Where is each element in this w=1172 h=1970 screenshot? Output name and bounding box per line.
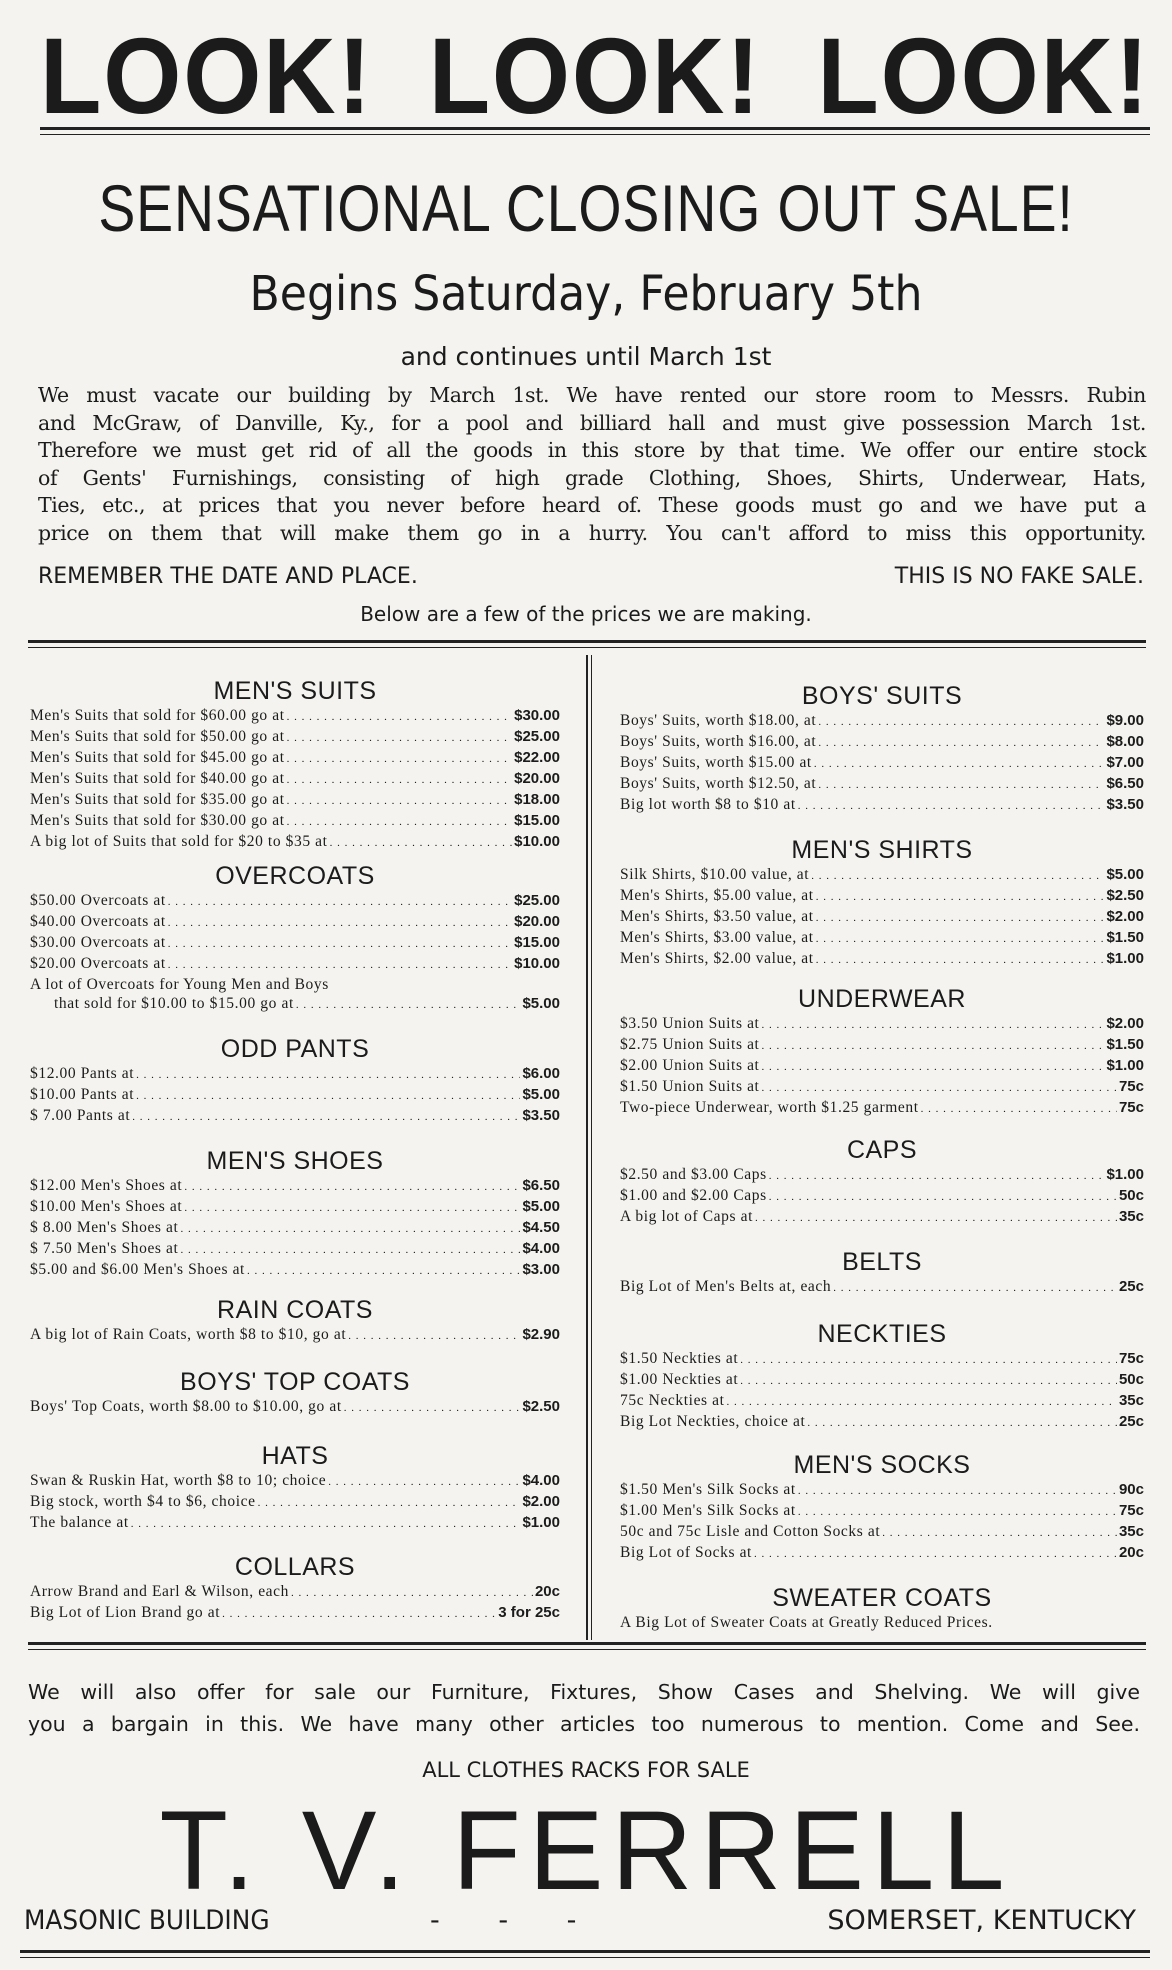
dot-leader [818,732,1104,753]
price-item [620,732,1144,753]
item-price: 25c [1118,1413,1144,1430]
dot-leader [168,933,512,954]
dot-leader [222,1603,496,1624]
item-price: $20.00 [514,770,560,787]
item-price: 35c [1118,1208,1144,1225]
price-item [620,949,1144,970]
price-item [30,1397,560,1418]
prices-top-rule [28,640,1146,648]
price-item [30,706,560,727]
item-label: $12.00 Men's Shoes at [30,1177,183,1194]
dot-leader [814,753,1105,774]
price-item [30,1176,560,1197]
price-item [30,1582,560,1603]
store-name: T. V. FERRELL [159,1788,1013,1913]
item-label: $ 7.00 Pants at [30,1107,131,1124]
column-divider [591,655,592,1640]
item-price: $6.00 [522,1065,560,1082]
dot-leader [761,1014,1104,1035]
section-title: BELTS [842,1248,922,1276]
item-label: The balance at [30,1514,129,1531]
intro-line: of Gents' Furnishings, consisting of high grade Clothing, Shoes, Shirts, Underwear, Hats, [38,465,1146,490]
dot-leader [761,1077,1117,1098]
dot-leader [168,891,512,912]
section-belts [620,1247,1144,1298]
section-caps [620,1135,1144,1228]
intro-line: and McGraw, of Danville, Ky., for a pool and billiard hall and must give possession March 1st. [38,410,1146,435]
item-label: $20.00 Overcoats at [30,955,166,972]
item-price: $20.00 [514,913,560,930]
section-title: SWEATER COATS [772,1584,992,1612]
price-item [620,1412,1144,1433]
dot-leader [287,811,512,832]
dot-leader [184,1197,520,1218]
dot-leader [755,1207,1117,1228]
item-price: $2.50 [1106,887,1144,904]
price-item [620,1165,1144,1186]
continues-date: and continues until March 1st [400,342,772,371]
section-rain-coats [30,1295,560,1346]
price-item [30,727,560,748]
price-item [620,1480,1144,1501]
item-price: $30.00 [514,707,560,724]
intro-paragraph [38,382,1146,548]
section-men-s-socks [620,1450,1144,1564]
item-label: Big lot worth $8 to $10 at [620,796,796,813]
dot-leader [816,949,1105,970]
separator-dashes: - - - [430,1905,577,1936]
item-label: $10.00 Pants at [30,1086,135,1103]
item-price: $7.00 [1106,754,1144,771]
section-sweater-coats [620,1583,1144,1632]
price-item [30,1106,560,1127]
section-title: ODD PANTS [220,1035,370,1063]
item-price: $10.00 [514,833,560,850]
item-label: Men's Suits that sold for $40.00 go at [30,770,285,787]
item-price: $5.00 [522,995,560,1012]
item-label: Boys' Suits, worth $12.50, at [620,775,817,792]
dot-leader [882,1522,1117,1543]
item-price: 75c [1118,1350,1144,1367]
item-price: 75c [1118,1099,1144,1116]
section-title: CAPS [846,1136,918,1164]
dot-leader [740,1370,1117,1391]
price-item [30,912,560,933]
price-item [620,1098,1144,1119]
item-price: 25c [1118,1278,1144,1295]
dot-leader [833,1277,1117,1298]
dot-leader [761,1056,1104,1077]
dot-leader [287,706,512,727]
price-item [620,1207,1144,1228]
item-label: Big Lot of Men's Belts at, each [620,1278,832,1295]
item-price: $3.50 [522,1107,560,1124]
item-label: $12.00 Pants at [30,1065,135,1082]
item-price: $5.00 [522,1086,560,1103]
price-item [30,1471,560,1492]
dot-leader [811,865,1104,886]
item-label: Big stock, worth $4 to $6, choice [30,1493,256,1510]
price-item [30,1085,560,1106]
item-label: Swan & Ruskin Hat, worth $8 to 10; choice [30,1472,327,1489]
item-price: $1.50 [1106,1036,1144,1053]
price-item [30,1064,560,1085]
item-price: $8.00 [1106,733,1144,750]
dot-leader [296,994,521,1015]
building-name: MASONIC BUILDING [24,1905,270,1936]
dot-leader [740,1349,1117,1370]
item-label: $40.00 Overcoats at [30,913,166,930]
section-odd-pants [30,1034,560,1127]
dot-leader [816,928,1105,949]
item-price: 75c [1118,1502,1144,1519]
dot-leader [287,790,512,811]
item-price: 75c [1118,1078,1144,1095]
section-title: UNDERWEAR [798,985,966,1013]
price-item [30,769,560,790]
headline: LOOK! LOOK! LOOK! [40,15,1151,136]
section-title: OVERCOATS [215,862,375,890]
dot-leader [816,907,1105,928]
section-title: MEN'S SHIRTS [791,836,973,864]
price-item [30,1603,560,1624]
price-item [620,907,1144,928]
subheadline: SENSATIONAL CLOSING OUT SALE! [98,171,1074,245]
item-price: $1.00 [1106,1057,1144,1074]
item-label: Men's Shirts, $5.00 value, at [620,887,814,904]
section-boys-top-coats [30,1367,560,1418]
price-item [620,1391,1144,1412]
item-label: Men's Shirts, $2.00 value, at [620,950,814,967]
item-price: $10.00 [514,955,560,972]
dot-leader [131,1513,521,1534]
item-label: 75c Neckties at [620,1392,725,1409]
section-men-s-suits [30,676,560,853]
price-item [30,1239,560,1260]
item-label: Men's Suits that sold for $50.00 go at [30,728,285,745]
dot-leader [769,1165,1105,1186]
item-label: Big Lot Neckties, choice at [620,1413,806,1430]
item-price: 20c [1118,1544,1144,1561]
dot-leader [727,1391,1117,1412]
item-price: $4.00 [522,1472,560,1489]
item-price: $22.00 [514,749,560,766]
prices-bottom-rule [28,1642,1146,1650]
item-price: 90c [1118,1481,1144,1498]
section-title: MEN'S SUITS [213,677,377,705]
section-title: BOYS' SUITS [801,682,963,710]
dot-leader [798,1501,1117,1522]
item-price: $1.00 [1106,1166,1144,1183]
dot-leader [818,711,1104,732]
item-label: that sold for $10.00 to $15.00 go at [54,995,294,1012]
dot-leader [168,954,512,975]
item-label: A lot of Overcoats for Young Men and Boys [30,976,329,993]
no-fake-note: THIS IS NO FAKE SALE. [894,564,1144,589]
item-price: $15.00 [514,934,560,951]
footer-paragraph [28,1676,1140,1740]
price-item [30,1260,560,1281]
price-item [30,1218,560,1239]
dot-leader [287,727,512,748]
dot-leader [136,1085,520,1106]
item-label: Arrow Brand and Earl & Wilson, each [30,1583,289,1600]
section-title: RAIN COATS [217,1296,373,1324]
section-title: BOYS' TOP COATS [180,1368,410,1396]
item-label: $1.50 Neckties at [620,1350,739,1367]
item-price: $1.00 [1106,950,1144,967]
price-item [30,811,560,832]
item-price: $4.00 [522,1240,560,1257]
price-item [620,1035,1144,1056]
price-item [620,1522,1144,1543]
store-location: SOMERSET, KENTUCKY [827,1905,1136,1936]
section-title: MEN'S SHOES [206,1147,384,1175]
intro-line: Ties, etc., at prices that you never before heard of. These goods must go and we have put a [38,493,1146,518]
item-price: $2.00 [522,1493,560,1510]
bottom-rule [20,1950,1150,1958]
price-item [30,891,560,912]
item-label: Men's Shirts, $3.00 value, at [620,929,814,946]
item-label: $10.00 Men's Shoes at [30,1198,183,1215]
item-label: $5.00 and $6.00 Men's Shoes at [30,1261,245,1278]
item-label: A big lot of Rain Coats, worth $8 to $10, go at [30,1326,347,1343]
price-item [30,790,560,811]
dot-leader [291,1582,533,1603]
price-item [620,1501,1144,1522]
section-men-s-shoes [30,1146,560,1281]
item-price: $9.00 [1106,712,1144,729]
dot-leader [184,1176,520,1197]
item-price: $5.00 [522,1198,560,1215]
price-item [620,886,1144,907]
column-divider [586,655,588,1640]
section-hats [30,1441,560,1534]
item-price: 50c [1118,1187,1144,1204]
price-item [30,994,560,1015]
dot-leader [287,769,512,790]
dot-leader [168,912,512,933]
section-collars [30,1552,560,1624]
price-item [620,865,1144,886]
item-label: Boys' Top Coats, worth $8.00 to $10.00, go at [30,1398,342,1415]
section-overcoats [30,861,560,1015]
price-item [30,933,560,954]
item-label: $2.00 Union Suits at [620,1057,760,1074]
item-price: 35c [1118,1523,1144,1540]
dot-leader [348,1325,520,1346]
section-title: COLLARS [234,1553,356,1581]
item-price: $3.50 [1106,796,1144,813]
item-price: $2.00 [1106,1015,1144,1032]
dot-leader [180,1239,520,1260]
item-price: $3.00 [522,1261,560,1278]
dot-leader [798,795,1105,816]
price-item [620,1543,1144,1564]
dot-leader [287,748,512,769]
item-label: $1.50 Men's Silk Socks at [620,1481,796,1498]
dot-leader [761,1035,1104,1056]
section-title: MEN'S SOCKS [793,1451,971,1479]
item-label: $ 7.50 Men's Shoes at [30,1240,179,1257]
item-price: 50c [1118,1371,1144,1388]
price-item [620,1056,1144,1077]
item-label: $1.00 Neckties at [620,1371,739,1388]
price-item [620,928,1144,949]
price-item [30,1513,560,1534]
item-label: $50.00 Overcoats at [30,892,166,909]
begins-date: Begins Saturday, February 5th [249,266,923,322]
item-price: $2.90 [522,1326,560,1343]
price-item [30,954,560,975]
dot-leader [816,886,1105,907]
price-item [30,1492,560,1513]
item-label: Men's Suits that sold for $45.00 go at [30,749,285,766]
section-boys-suits [620,681,1144,816]
section-neckties [620,1319,1144,1433]
item-label: Silk Shirts, $10.00 value, at [620,866,810,883]
item-price: $2.00 [1106,908,1144,925]
item-label: A big lot of Caps at [620,1208,753,1225]
price-item [30,1197,560,1218]
item-label: A Big Lot of Sweater Coats at Greatly Reduced Prices. [620,1614,993,1631]
dot-leader [328,1471,520,1492]
item-label: Men's Shirts, $3.50 value, at [620,908,814,925]
price-item [620,1613,1144,1632]
price-item [620,753,1144,774]
item-label: $1.00 and $2.00 Caps [620,1187,767,1204]
item-label: $ 8.00 Men's Shoes at [30,1219,179,1236]
footer-line: you a bargain in this. We have many other articles too numerous to mention. Come and See. [28,1712,1140,1736]
dot-leader [344,1397,521,1418]
item-label: Boys' Suits, worth $18.00, at [620,712,817,729]
price-item [620,1077,1144,1098]
footer-line: We will also offer for sale our Furniture, Fixtures, Show Cases and Shelving. We will give [28,1680,1140,1704]
intro-line: price on them that will make them go in a hurry. You can't afford to miss this opportunity. [38,520,1146,545]
item-label: Boys' Suits, worth $15.00 at [620,754,812,771]
intro-line: We must vacate our building by March 1st. We have rented our store room to Messrs. Rubin [38,383,1146,407]
price-item [30,975,560,994]
price-item [620,1370,1144,1391]
prices-intro: Below are a few of the prices we are making. [360,602,812,626]
section-underwear [620,984,1144,1119]
price-item [620,774,1144,795]
dot-leader [330,832,513,853]
item-price: $4.50 [522,1219,560,1236]
price-item [620,1277,1144,1298]
item-label: Men's Suits that sold for $60.00 go at [30,707,285,724]
item-label: $30.00 Overcoats at [30,934,166,951]
item-label: Boys' Suits, worth $16.00, at [620,733,817,750]
item-price: $25.00 [514,728,560,745]
item-label: Big Lot of Socks at [620,1544,752,1561]
item-label: 50c and 75c Lisle and Cotton Socks at [620,1523,881,1540]
dot-leader [754,1543,1117,1564]
dot-leader [807,1412,1117,1433]
dot-leader [258,1492,521,1513]
item-price: $5.00 [1106,866,1144,883]
item-price: $25.00 [514,892,560,909]
dot-leader [769,1186,1117,1207]
price-item [620,711,1144,732]
price-item [620,1349,1144,1370]
item-label: $3.50 Union Suits at [620,1015,760,1032]
item-price: 3 for 25c [498,1604,560,1621]
item-price: $1.00 [522,1514,560,1531]
price-item [620,1186,1144,1207]
section-men-s-shirts [620,835,1144,970]
item-label: $2.50 and $3.00 Caps [620,1166,767,1183]
dot-leader [247,1260,520,1281]
item-label: A big lot of Suits that sold for $20 to $35 at [30,833,328,850]
item-price: $18.00 [514,791,560,808]
item-price: $15.00 [514,812,560,829]
item-price: $1.50 [1106,929,1144,946]
dot-leader [921,1098,1117,1119]
item-label: Men's Suits that sold for $35.00 go at [30,791,285,808]
intro-line: Therefore we must get rid of all the goods in this store by that time. We offer our entire stock [38,438,1146,463]
item-label: Big Lot of Lion Brand go at [30,1604,221,1621]
item-label: Men's Suits that sold for $30.00 go at [30,812,285,829]
item-price: $6.50 [522,1177,560,1194]
item-label: $1.50 Union Suits at [620,1078,760,1095]
dot-leader [136,1064,520,1085]
item-price: $6.50 [1106,775,1144,792]
price-item [620,1014,1144,1035]
item-label: $1.00 Men's Silk Socks at [620,1502,796,1519]
dot-leader [132,1106,520,1127]
item-price: 20c [534,1583,560,1600]
price-item [30,832,560,853]
section-title: NECKTIES [817,1320,947,1348]
price-item [620,795,1144,816]
racks-note: ALL CLOTHES RACKS FOR SALE [422,1758,750,1782]
dot-leader [798,1480,1117,1501]
price-item [30,1325,560,1346]
item-price: $2.50 [522,1398,560,1415]
remember-note: REMEMBER THE DATE AND PLACE. [38,564,418,589]
item-label: $2.75 Union Suits at [620,1036,760,1053]
headline-rule [40,127,1150,135]
dot-leader [180,1218,520,1239]
section-title: HATS [261,1442,329,1470]
item-price: 35c [1118,1392,1144,1409]
item-label: Two-piece Underwear, worth $1.25 garment [620,1099,919,1116]
dot-leader [818,774,1104,795]
price-item [30,748,560,769]
